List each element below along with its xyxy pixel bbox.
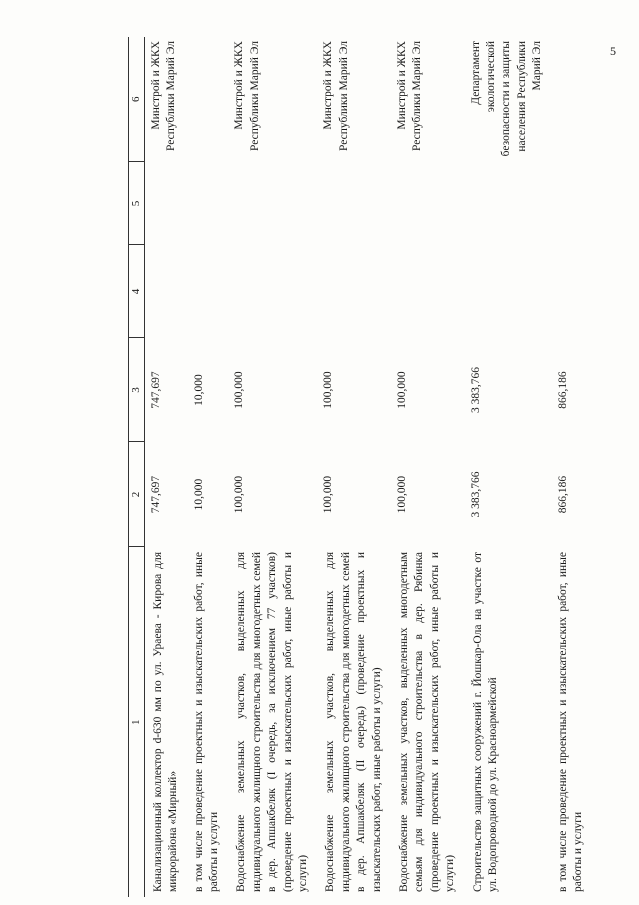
header-col-2: 2 [129,442,145,547]
row-value-col5 [391,162,465,245]
row-value-col4 [317,245,391,338]
row-name: Строительство защитных сооружений г. Йошкар-Ола на участке от ул. Водопроводной до ул. Красноармейской [471,552,500,892]
row-value-col5 [144,162,187,245]
row-value-col2: 10,000 [192,478,205,511]
row-value-col3: 100,000 [233,371,246,409]
budget-table [128,37,592,897]
row-organization [188,37,229,162]
row-value-col5 [317,162,391,245]
row-value-col5 [465,162,552,245]
row-value-col2: 3 383,766 [469,471,482,518]
table-row [144,37,187,897]
row-organization: Минстрой и ЖКХ Республики Марий Эл [322,41,350,152]
table-row [391,37,465,897]
row-value-col4 [188,245,229,338]
row-organization: Минстрой и ЖКХ Республики Марий Эл [396,41,424,152]
row-value-col4 [552,245,593,338]
row-value-col3: 100,000 [396,371,409,409]
header-row [129,37,145,897]
page-number: 5 [610,44,616,58]
row-value-col3: 866,186 [556,371,569,409]
rotated-table-frame [128,37,585,897]
header-col-6: 6 [129,37,145,162]
row-name: Канализационный коллектор d-630 мм по ул. Ураева - Кирова для микрорайона «Мирный» [151,552,180,892]
header-col-1: 1 [129,547,145,897]
row-value-col4 [391,245,465,338]
row-value-col5 [552,162,593,245]
row-name: Водоснабжение земельных участков, выделенных для индивидуального жилищного строительства для многодетных семей в дер. Апшакбеляк (I очередь, за исключением 77 участков) (проведение проектных и изыскательских работ, иные работы и услуги) [235,552,309,892]
row-value-col2: 100,000 [322,475,335,514]
row-organization [552,37,593,162]
row-value-col2: 100,000 [396,475,409,514]
table-row [552,37,593,897]
row-organization: Департамент экологической безопасности и защиты населения Республики Марий Эл [469,41,544,157]
row-value-col2: 866,186 [556,475,569,514]
row-value-col2: 100,000 [233,475,246,514]
header-col-3: 3 [129,338,145,442]
header-col-5: 5 [129,162,145,245]
row-value-col3: 100,000 [322,371,335,409]
table-row [317,37,391,897]
table-row [228,37,317,897]
row-value-col3: 3 383,766 [469,367,482,413]
row-value-col5 [188,162,229,245]
row-organization: Минстрой и ЖКХ Республики Марий Эл [149,41,178,152]
row-value-col4 [228,245,317,338]
table-row [188,37,229,897]
row-value-col4 [465,245,552,338]
row-name: Водоснабжение земельных участков, выделенных для индивидуального жилищного строительства для многодетных семей в дер. Апшакбеляк (II очередь) (проведение проектных и изыскательских работ, иные работы и услуги) [324,552,383,892]
row-value-col5 [228,162,317,245]
row-organization: Минстрой и ЖКХ Республики Марий Эл [233,41,261,152]
rotated-table-sheet [128,37,585,897]
row-name: в том числе проведение проектных и изыскательских работ, иные работы и услуги [556,552,585,892]
table-row [465,37,552,897]
header-col-4: 4 [129,245,145,338]
row-value-col3: 10,000 [192,374,205,406]
row-value-col2: 747,697 [149,475,162,514]
row-name: Водоснабжение земельных участков, выделенных многодетным семьям для индивидуального строительства в дер. Рябинка (проведение проектных и изыскательских работ, иные работы и услуги) [398,552,457,892]
row-value-col3: 747,697 [149,371,162,409]
row-value-col4 [144,245,187,338]
row-name: в том числе проведение проектных и изыскательских работ, иные работы и услуги [192,552,220,892]
